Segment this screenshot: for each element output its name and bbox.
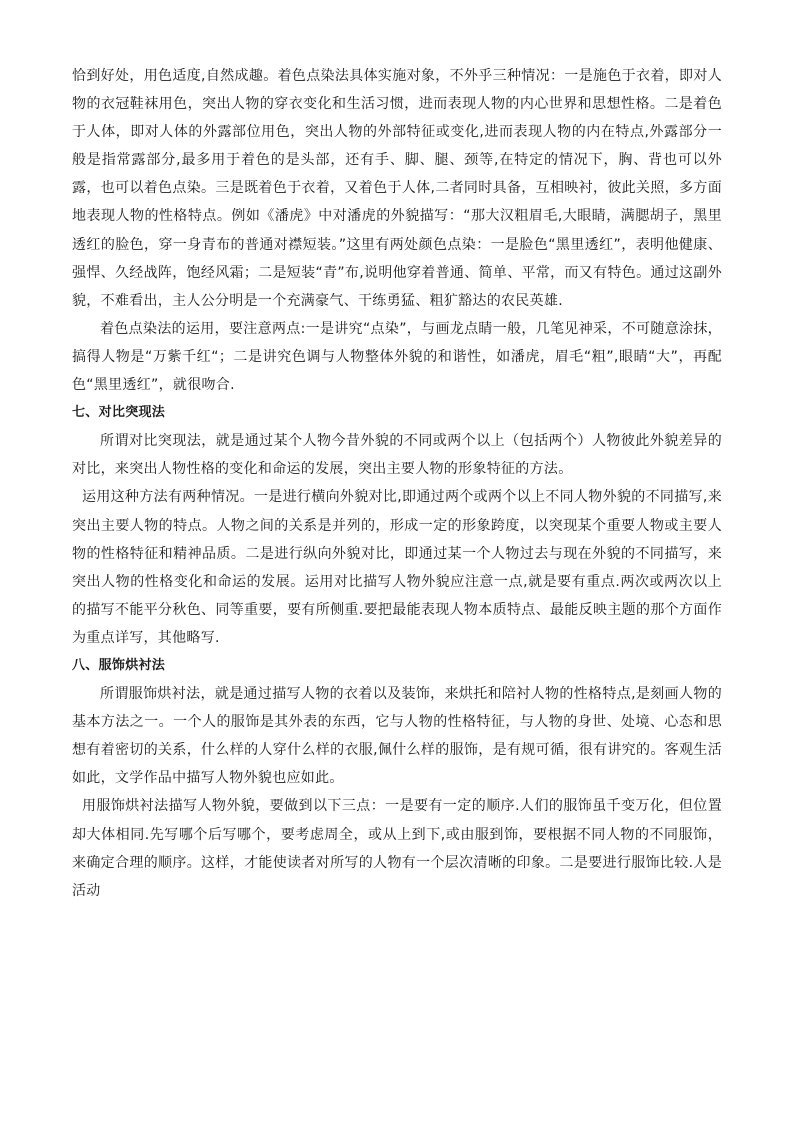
paragraph-contrast-definition: 所谓对比突现法，就是通过某个人物今昔外貌的不同或两个以上（包括两个）人物彼此外貌差异的对比，来突出人物性格的变化和命运的发展，突出主要人物的形象特征的方法。	[72, 433, 722, 478]
document-body	[72, 62, 722, 905]
paragraph-color-dotting-notes: 着色点染法的运用，要注意两点:一是讲究“点染”，与画龙点睛一般，几笔见神采，不可随意涂抹，搞得人物是“万紫千红“；二是讲究色调与人物整体外貌的和谐性，如潘虎，眉毛“粗”,眼睛“大”，再配色“黑里透红”，就很吻合.	[72, 320, 722, 394]
paragraph-contrast-usage: 运用这种方法有两种情况。一是进行横向外貌对比,即通过两个或两个以上不同人物外貌的不同描写,来突出主要人物的特点。人物之间的关系是并列的，形成一定的形象跨度，以突现某个重要人物或主要人物的性格特征和精神品质。二是进行纵向外貌对比，即通过某一个人物过去与现在外貌的不同描写，来突出人物的性格变化和命运的发展。运用对比描写人物外貌应注意一点,就是要有重点.两次或两次以上的描写不能平分秋色、同等重要，要有所侧重.要把最能表现人物本质特点、最能反映主题的那个方面作为重点详写，其他略写.	[72, 489, 722, 646]
paragraph-color-dotting-cases: 恰到好处，用色适度,自然成趣。着色点染法具体实施对象，不外乎三种情况：一是施色于衣着，即对人物的衣冠鞋袜用色，突出人物的穿衣变化和生活习惯，进而表现人物的内心世界和思想性格。二是着色于人体，即对人体的外露部位用色，突出人物的外部特征或变化,进而表现人物的内在特点,外露部分一般是指常露部分,最多用于着色的是头部，还有手、脚、腿、颈等,在特定的情况下，胸、背也可以外露，也可以着色点染。三是既着色于衣着，又着色于人体,二者同时具备，互相映衬，彼此关照，多方面地表现人物的性格特点。例如《潘虎》中对潘虎的外貌描写：“那大汉粗眉毛,大眼睛，满腮胡子，黑里透红的脸色，穿一身青布的普通对襟短装。”这里有两处颜色点染：一是脸色“黑里透红”，表明他健康、强悍、久经战阵，饱经风霜；二是短装“青”布,说明他穿着普通、简单、平常，而又有特色。通过这副外貌，不难看出，主人公分明是一个充满豪气、干练勇猛、粗犷豁达的农民英雄.	[72, 68, 722, 309]
section-heading-costume: 八、服饰烘衬法	[72, 657, 166, 673]
paragraph-costume-definition: 所谓服饰烘衬法，就是通过描写人物的衣着以及装饰，来烘托和陪衬人物的性格特点,是刻画人物的基本方法之一。一个人的服饰是其外表的东西，它与人物的性格特征，与人物的身世、处境、心态和思想有着密切的关系，什么样的人穿什么样的衣服,佩什么样的服饰，是有规可循，很有讲究的。客观生活如此，文学作品中描写人物外貌也应如此。	[72, 686, 722, 787]
paragraph-costume-usage: 用服饰烘衬法描写人物外貌，要做到以下三点：一是要有一定的顺序.人们的服饰虽千变万化，但位置却大体相同.先写哪个后写哪个，要考虑周全，或从上到下,或由服到饰，要根据不同人物的不同服饰，来确定合理的顺序。这样，才能使读者对所写的人物有一个层次清晰的印象。二是要进行服饰比较.人是活动	[72, 798, 722, 899]
section-heading-contrast: 七、对比突现法	[72, 405, 166, 421]
